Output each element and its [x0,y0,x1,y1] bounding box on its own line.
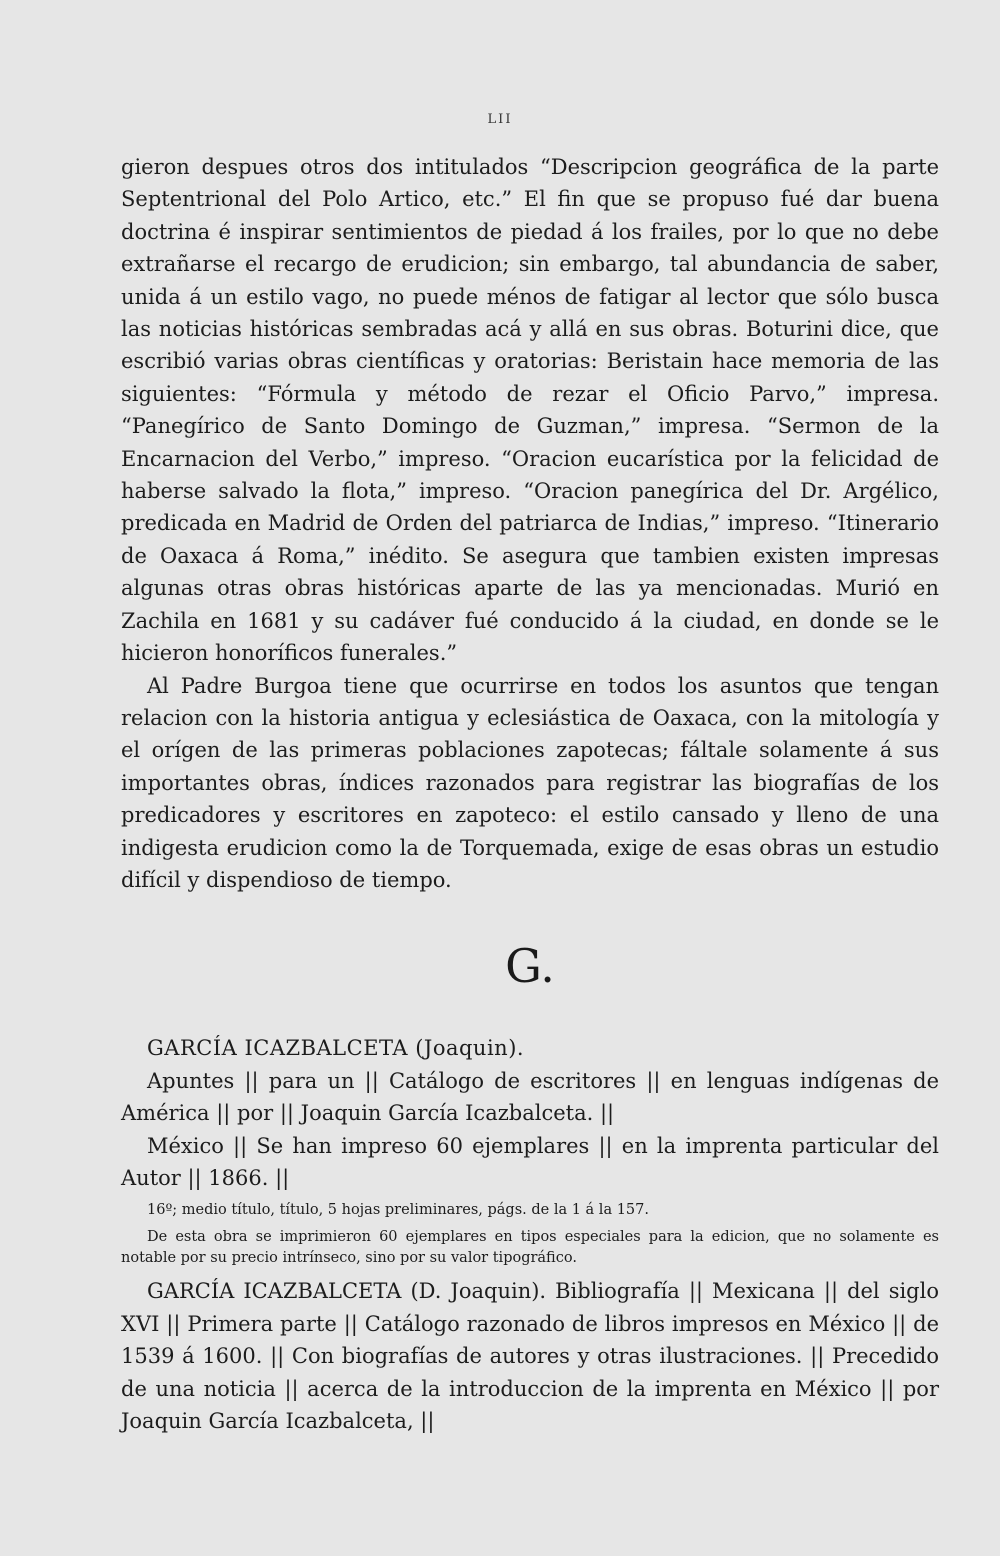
paragraph-burgoa: Al Padre Burgoa tiene que ocurrirse en todos los asuntos que tengan relacion con la historia antigua y eclesiástica de Oaxaca, con la mitología y el orígen de las primeras poblaciones zapotecas; fáltale solamente á sus importantes obras, índices razonados para registrar las biografías de los predicadores y escritores en zapoteco: el estilo cansado y lleno de una indigesta erudicion como la de Torquemada, exige de esas obras un estudio difícil y dispendioso de tiempo. [121,673,939,892]
section-letter: G. [505,939,555,994]
entry-title: Apuntes || para un || Catálogo de escritores || en lenguas indígenas de América || por || Joaquin García Icazbalceta. || [121,1068,939,1126]
entry-description-note: De esta obra se imprimieron 60 ejemplares en tipos especiales para la edicion, que no solamente es notable por su precio intrínseco, sino por su valor tipográfico. [121,1229,939,1267]
entry-heading: GARCÍA ICAZBALCETA (Joaquin). [147,1036,525,1061]
entry-collation-note: 16º; medio título, título, 5 hojas preliminares, págs. de la 1 á la 157. [147,1202,649,1219]
body-text [121,151,939,1437]
entry-imprint: México || Se han impreso 60 ejemplares || en la imprenta particular del Autor || 1866. || [121,1133,939,1190]
page-number: LII [487,112,513,127]
entry-bibliografia: GARCÍA ICAZBALCETA (D. Joaquin). Bibliografía || Mexicana || del siglo XVI || Primera parte || Catálogo razonado de libros impresos en México || de 1539 á 1600. || Con biografías de autores y otras ilustraciones. || Precedido de una noticia || acerca de la introduccion de la imprenta en México || por Joaquin García Icazbalceta, || [121,1279,939,1433]
paragraph-continuation: gieron despues otros dos intitulados “Descripcion geográfica de la parte Septentrional del Polo Artico, etc.” El fin que se propuso fué dar buena doctrina é inspirar sentimientos de piedad á los frailes, por lo que no debe extrañarse el recargo de erudicion; sin embargo, tal abundancia de saber, unida á un estilo vago, no puede ménos de fatigar al lector que sólo busca las noticias históricas sembradas acá y allá en sus obras. Boturini dice, que escribió varias obras científicas y oratorias: Beristain hace memoria de las siguientes: “Fórmula y método de rezar el Oficio Parvo,” impresa. “Panegírico de Santo Domingo de Guzman,” impresa. “Sermon de la Encarnacion del Verbo,” impreso. “Oracion eucarística por la felicidad de haberse salvado la flota,” impreso. “Oracion panegírica del Dr. Argélico, predicada en Madrid de Orden del patriarca de Indias,” impreso. “Itinerario de Oaxaca á Roma,” inédito. Se asegura que tambien existen impresas algunas otras obras históricas aparte de las ya mencionadas. Murió en Zachila en 1681 y su cadáver fué conducido á la ciudad, en donde se le hicieron honoríficos funerales.” [121,155,939,666]
